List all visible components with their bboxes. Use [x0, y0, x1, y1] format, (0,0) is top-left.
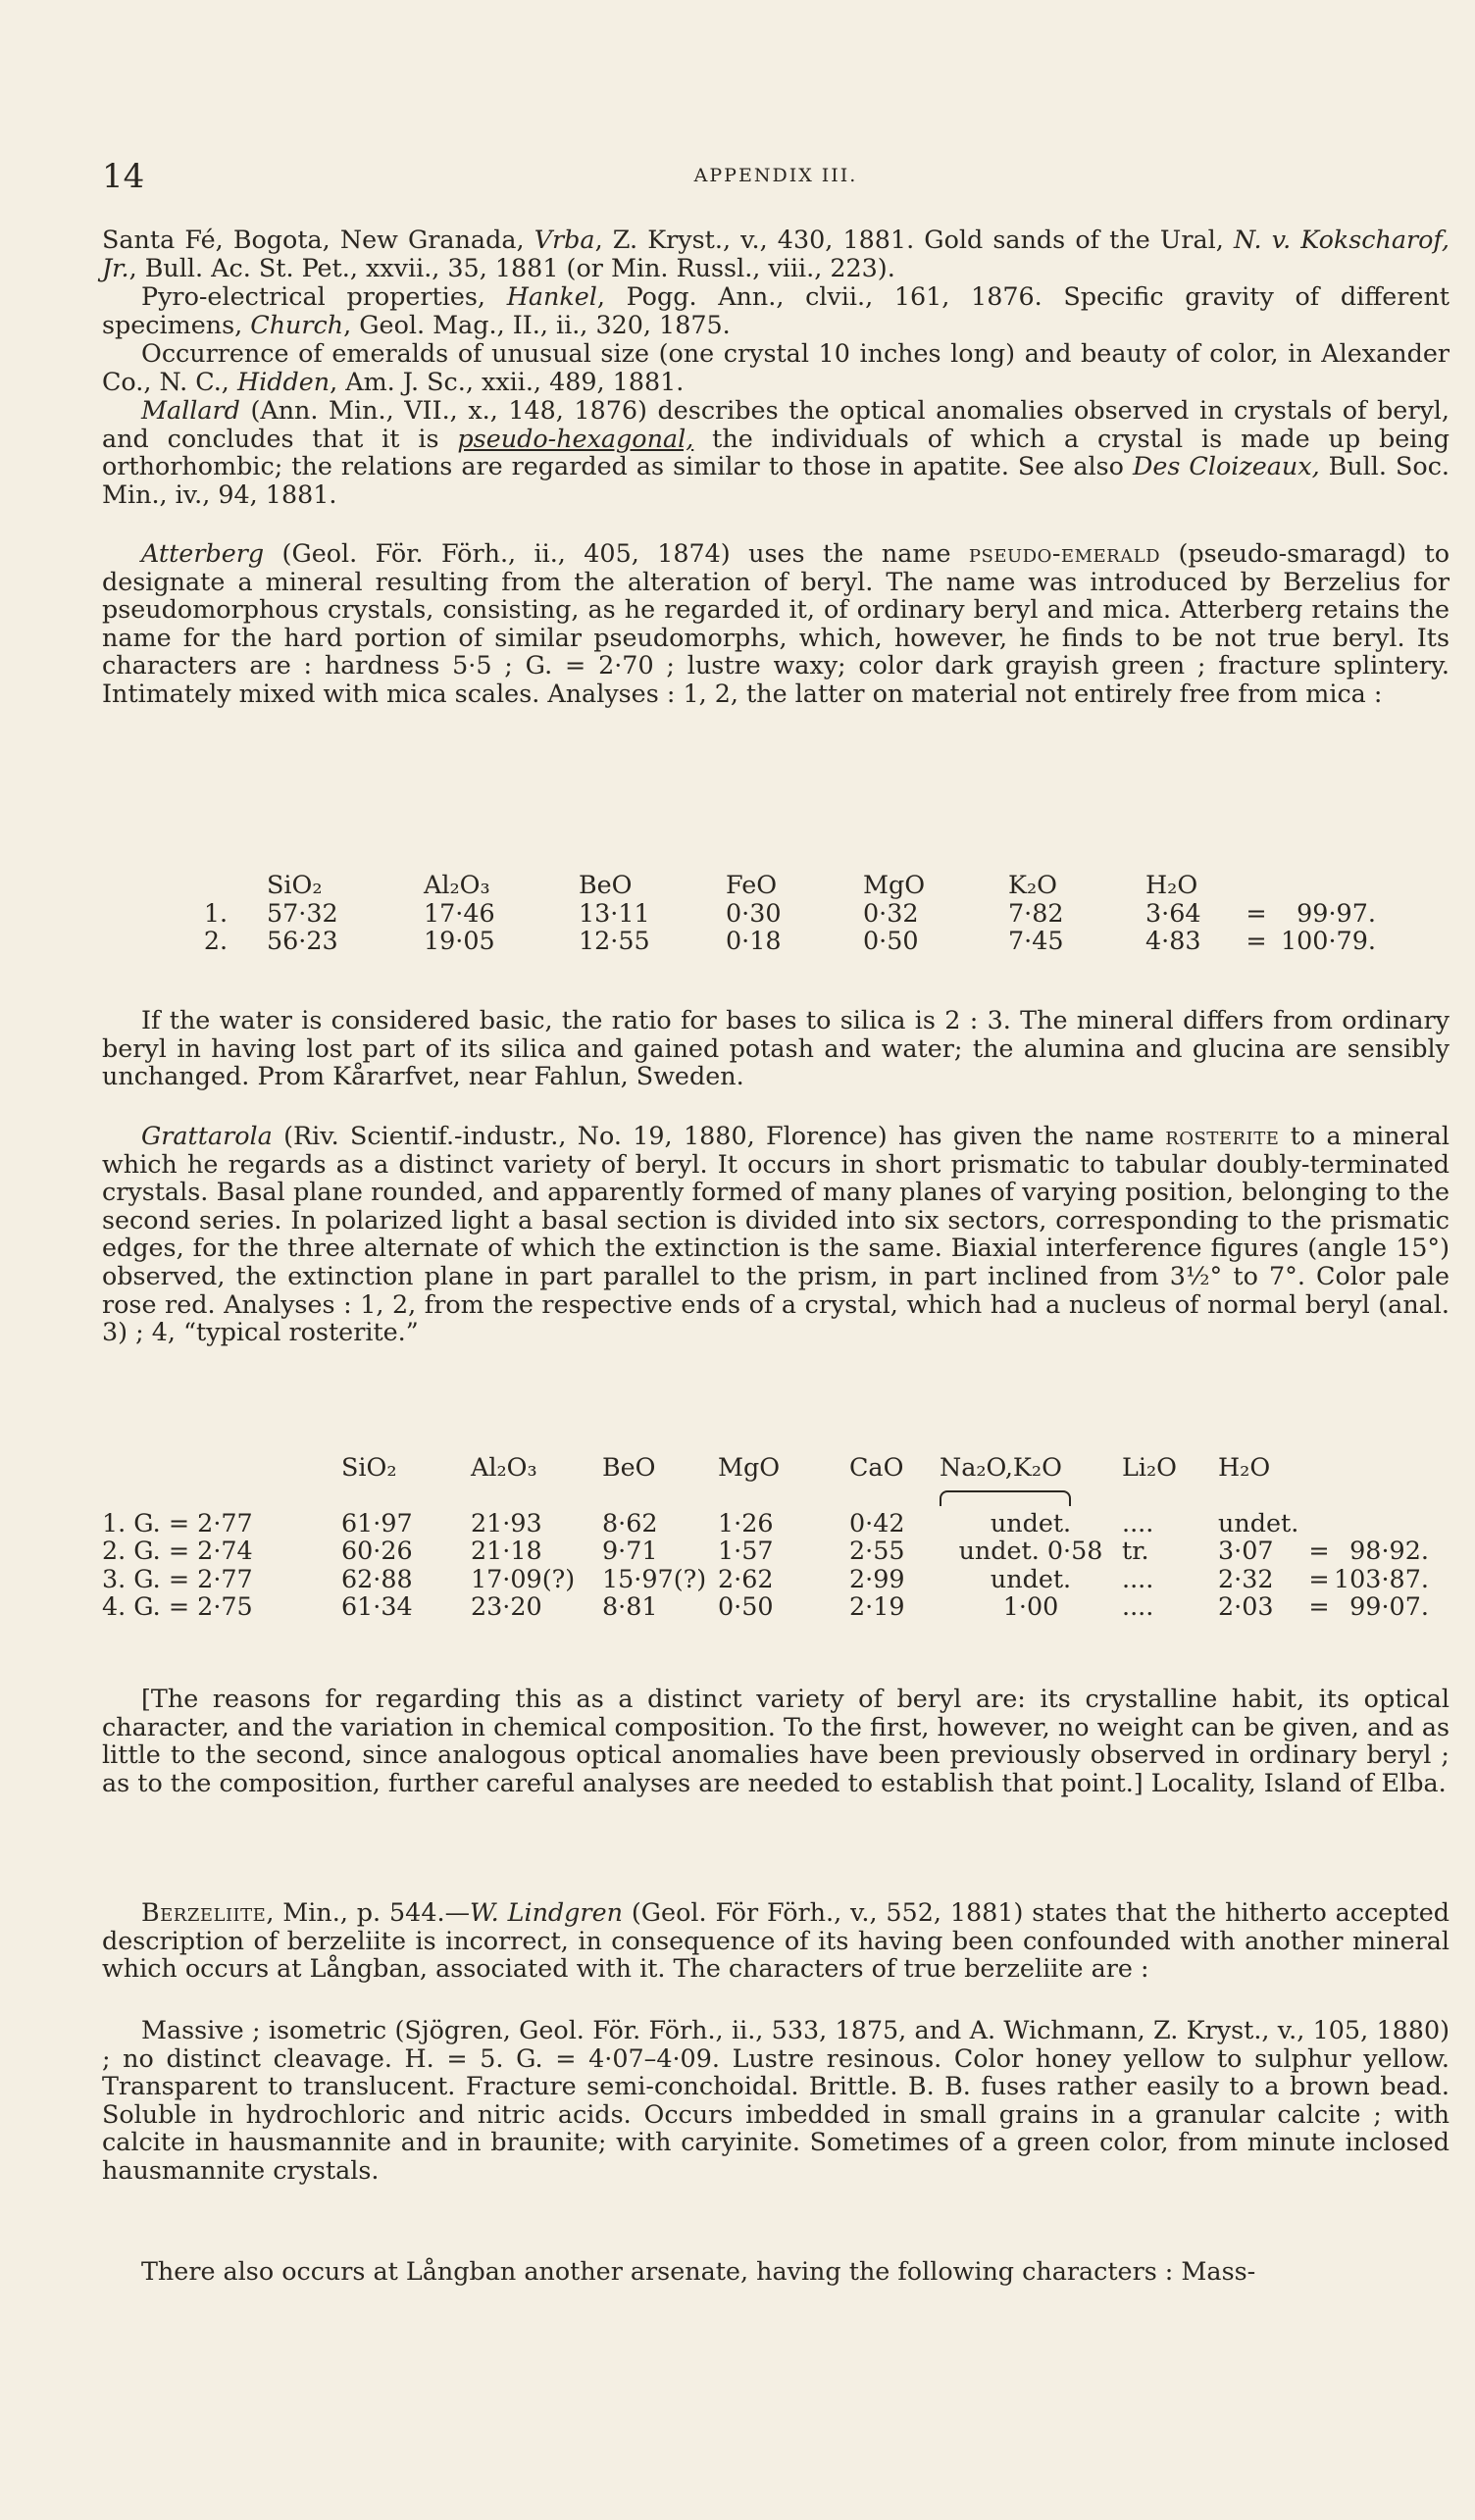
paragraph-vrba: [102, 226, 1450, 281]
table-cell: 0·18: [726, 926, 782, 956]
author-name: Atterberg: [141, 538, 265, 568]
row-label: 1.: [203, 897, 229, 928]
text-run: the individuals of which a crystal is made up being orthorhombic; the relations are regarded as similar to those in apatite. See also: [102, 423, 1450, 481]
text-run: (Riv. Scientif.-industr., No. 19, 1880, Florence) has given the name: [272, 1121, 1166, 1150]
table-cell: undet. 0·58: [958, 1536, 1103, 1566]
row-total: 103·87.: [1334, 1563, 1429, 1593]
paragraph-massive: Massive ; isometric (Sjögren, Geol. För. Förh., ii., 533, 1875, and A. Wichmann, Z. Kryst., v., 105, 1880) ; no distinct cleavage. H. = 5. G. = 4·07–4·09. Lustre resinous. Color honey yellow to sulphur yellow. Transparent to translucent. Fracture semi-conchoidal. Brittle. B. B. fuses rather easily to a brown bead. Soluble in hydrochloric and nitric acids. Occurs imbedded in small grains in a granular calcite ; with calcite in hausmannite and in braunite; with caryinite. Sometimes of a green color, from minute inclosed hausmannite crystals.: [102, 2015, 1450, 2185]
column-header: BeO: [579, 870, 633, 899]
equals-sign: =: [1246, 897, 1267, 928]
table-cell: 3·64: [1145, 897, 1201, 928]
table-row: [102, 1509, 1429, 1537]
row-label: 4. G. = 2·75: [102, 1591, 253, 1622]
running-head: APPENDIX III.: [693, 165, 858, 186]
column-header: SiO₂: [267, 870, 323, 899]
text-run: , Bull. Ac. St. Pet., xxvii., 35, 1881 (or Min. Russl., viii., 223).: [128, 252, 895, 282]
table-cell: 56·23: [267, 926, 338, 956]
equals-sign: =: [1246, 926, 1267, 956]
column-header: Al₂O₃: [471, 1452, 537, 1482]
column-header: FeO: [726, 870, 778, 899]
equals-sign: =: [1308, 1536, 1330, 1566]
mineral-name: pseudo-emerald: [968, 538, 1161, 568]
text-run: Occurrence of emeralds of unusual size (one crystal 10 inches long) and beauty of color, in Alexander Co., N. C.,: [102, 338, 1450, 396]
table-cell: 0·50: [863, 926, 919, 956]
row-total: [1334, 1509, 1429, 1537]
table-cell: 62·88: [341, 1563, 413, 1593]
equals-sign: =: [1308, 1591, 1330, 1622]
table-cell: ....: [1122, 1563, 1154, 1593]
table-row: [165, 899, 1376, 928]
analysis-table-rosterite: [102, 1453, 1429, 1621]
term: pseudo-hexagonal,: [457, 423, 694, 453]
table-cell: 21·93: [471, 1507, 542, 1537]
equals-sign: =: [1308, 1563, 1330, 1593]
paragraph-reasons: [The reasons for regarding this as a distinct variety of beryl are: its crystalline habit, its optical character, and the variation in chemical composition. To the first, however, no weight can be given, and as little to the second, since analogous optical anomalies have been previously observed in ordinary beryl ; as to the composition, further careful analyses are needed to establish that point.] Locality, Island of Elba.: [102, 1684, 1450, 1797]
author-name: Mallard: [141, 395, 240, 425]
text-run: , Am. J. Sc., xxii., 489, 1881.: [330, 366, 685, 396]
author-name: Des Cloizeaux,: [1132, 451, 1320, 481]
row-label: 2.: [203, 926, 229, 956]
table-cell: tr.: [1122, 1536, 1149, 1566]
table-cell: 0·32: [863, 897, 919, 928]
mineral-name: rosterite: [1165, 1121, 1280, 1150]
table-row: [102, 1565, 1429, 1593]
column-header: CaO: [849, 1452, 904, 1482]
table-cell: 8·62: [602, 1507, 658, 1537]
mineral-name: Berzeliite: [141, 1897, 267, 1927]
text-run: , Geol. Mag., II., ii., 320, 1875.: [343, 309, 731, 339]
table-cell: 0·50: [718, 1591, 774, 1622]
table-row: [165, 927, 1376, 955]
paragraph-hankel: [102, 282, 1450, 338]
paragraph-berzeliite: [102, 1898, 1450, 1983]
table-cell: 7·45: [1008, 926, 1064, 956]
table-cell: 2·32: [1218, 1563, 1274, 1593]
paragraph-grattarola: [102, 1122, 1450, 1346]
column-header: H₂O: [1145, 870, 1198, 899]
text-run: (Ann. Min., VII., x., 148, 1876) describes the optical anomalies observed in crystals of beryl, and concludes that it is: [102, 395, 1450, 453]
author-name: W. Lindgren: [469, 1897, 623, 1927]
text-run: (Geol. För. Förh., ii., 405, 1874) uses the name: [264, 538, 969, 568]
table-cell: undet.: [1218, 1507, 1299, 1537]
brace-row: [102, 1482, 1429, 1509]
table-cell: 57·32: [267, 897, 338, 928]
table-cell: 12·55: [579, 926, 650, 956]
page-header: [102, 157, 1450, 196]
paragraph-mallard: [102, 396, 1450, 508]
table-cell: 2·62: [718, 1563, 774, 1593]
author-name: Grattarola: [141, 1121, 273, 1150]
table-cell: 13·11: [579, 897, 650, 928]
table-cell: 15·97(?): [602, 1563, 707, 1593]
table-header-row: [102, 1453, 1429, 1482]
row-total: 99·07.: [1349, 1591, 1429, 1622]
table-cell: 19·05: [424, 926, 495, 956]
table-cell: 4·83: [1145, 926, 1201, 956]
author-name: Hankel: [506, 281, 597, 311]
text-run: , Pogg. Ann., clvii., 161, 1876. Specific gravity of different specimens,: [102, 281, 1450, 339]
table-cell: 2·99: [849, 1563, 905, 1593]
row-total: 98·92.: [1349, 1536, 1429, 1566]
table-cell: 8·81: [602, 1591, 658, 1622]
table-cell: 60·26: [341, 1536, 413, 1566]
column-header: SiO₂: [341, 1452, 397, 1482]
column-header: BeO: [602, 1452, 656, 1482]
paragraph-water-basic: If the water is considered basic, the ratio for bases to silica is 2 : 3. The mineral differs from ordinary beryl in having lost part of its silica and gained potash and water; the alumina and glucina are sensibly unchanged. Prom Kårarfvet, near Fahlun, Sweden.: [102, 1005, 1450, 1091]
table-cell: 2·19: [849, 1591, 905, 1622]
column-header: MgO: [718, 1452, 781, 1482]
row-total: 100·79.: [1281, 926, 1376, 956]
table-cell: 1·00: [1002, 1591, 1059, 1622]
column-header: Al₂O₃: [424, 870, 490, 899]
table-cell: 1·26: [718, 1507, 774, 1537]
table-cell: 21·18: [471, 1536, 542, 1566]
page-number: 14: [102, 157, 145, 196]
text-run: Bull. Soc. Min., iv., 94, 1881.: [102, 451, 1450, 509]
row-label: 3. G. = 2·77: [102, 1563, 253, 1593]
table-cell: 2·03: [1218, 1591, 1274, 1622]
table-header-row: [165, 871, 1376, 899]
table-cell: 17·46: [424, 897, 495, 928]
table-cell: 0·30: [726, 897, 782, 928]
author-name: Hidden: [236, 366, 331, 396]
table-cell: 3·07: [1218, 1536, 1274, 1566]
table-cell: 61·97: [341, 1507, 413, 1537]
column-header: Na₂O,K₂O: [940, 1452, 1062, 1482]
column-header: H₂O: [1218, 1452, 1271, 1482]
column-header: MgO: [863, 870, 926, 899]
text-run: , Z. Kryst., v., 430, 1881. Gold sands of the Ural,: [594, 225, 1234, 254]
table-cell: undet.: [990, 1507, 1072, 1537]
table-cell: 17·09(?): [471, 1563, 576, 1593]
text-run: (pseudo-smaragd) to designate a mineral resulting from the alteration of beryl. The name was introduced by Berzelius for pseudomorphous crystals, consisting, as he regarded it, of ordinary beryl and mica. Atterberg retains the name for the hard portion of similar pseudomorphs, which, however, he finds to be not true beryl. Its characters are : hardness 5·5 ; G. = 2·70 ; lustre waxy; color dark grayish green ; fracture splintery. Intimately mixed with mica scales. Analyses : 1, 2, the latter on material not entirely free from mica :: [102, 538, 1450, 708]
table-cell: 7·82: [1008, 897, 1064, 928]
text-run: to a mineral which he regards as a distinct variety of beryl. It occurs in short prismatic to tabular doubly-terminated crystals. Basal plane rounded, and apparently formed of many planes of varying position, belonging to the second series. In polarized light a basal section is divided into six sectors, corresponding to the prismatic edges, for the three alternate of which the extinction is the same. Biaxial interference figures (angle 15°) observed, the extinction plane in part parallel to the prism, in part inclined from 3½° to 7°. Color pale rose red. Analyses : 1, 2, from the respective ends of a crystal, which had a nucleus of normal beryl (anal. 3) ; 4, “typical rosterite.”: [102, 1121, 1450, 1347]
author-name: Church: [250, 309, 344, 339]
column-header: K₂O: [1008, 870, 1057, 899]
text-run: Santa Fé, Bogota, New Granada,: [102, 225, 534, 254]
row-total: 99·97.: [1297, 897, 1376, 928]
table-cell: undet.: [990, 1563, 1072, 1593]
table-row: [102, 1592, 1429, 1621]
column-header: Li₂O: [1122, 1452, 1177, 1482]
author-name: Vrba: [534, 225, 595, 254]
table-cell: ....: [1122, 1591, 1154, 1622]
text-run: , Min., p. 544.—: [266, 1897, 470, 1927]
table-cell: 2·55: [849, 1536, 905, 1566]
author-name: N. v. Kokscharof, Jr.: [102, 225, 1450, 282]
text-run: Pyro-electrical properties,: [141, 281, 507, 311]
equals-sign: [1304, 1509, 1334, 1537]
row-label: 2. G. = 2·74: [102, 1536, 253, 1566]
paragraph-hidden: [102, 339, 1450, 395]
table-cell: 1·57: [718, 1536, 774, 1566]
table-row: [102, 1537, 1429, 1565]
table-cell: 23·20: [471, 1591, 542, 1622]
brace-cell: [940, 1482, 1122, 1509]
analysis-table-pseudo-emerald: [165, 871, 1376, 955]
text-run: (Geol. För Förh., v., 552, 1881) states that the hitherto accepted description of berzeliite is incorrect, in consequence of its having been confounded with another mineral which occurs at Långban, associated with it. The characters of true berzeliite are :: [102, 1897, 1450, 1984]
row-label: 1. G. = 2·77: [102, 1507, 253, 1537]
table-cell: 0·42: [849, 1507, 905, 1537]
paragraph-atterberg: [102, 539, 1450, 708]
brace-icon: [940, 1490, 1071, 1506]
table-cell: 9·71: [602, 1536, 658, 1566]
table-cell: ....: [1122, 1507, 1154, 1537]
table-cell: 61·34: [341, 1591, 413, 1622]
paragraph-arsenate: There also occurs at Långban another arsenate, having the following characters : Mass-: [141, 2256, 1256, 2286]
